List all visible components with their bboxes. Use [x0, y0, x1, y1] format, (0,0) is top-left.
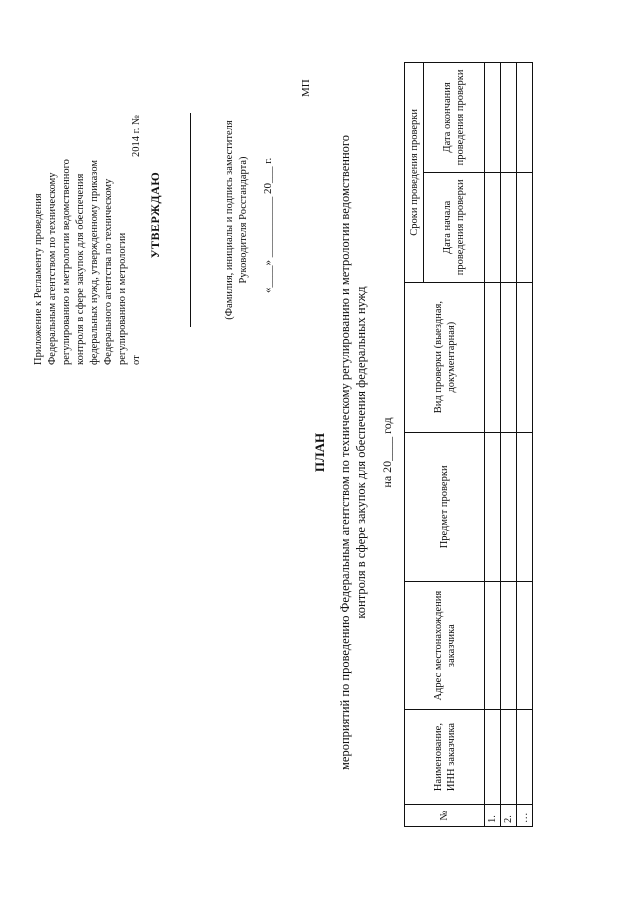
table-row [517, 63, 533, 827]
approval-line: регулированию и метрологии ведомственного [61, 159, 72, 365]
header-end-date: Дата окончания проведения проверки [424, 63, 485, 173]
header-num: № [405, 805, 485, 827]
header-start-date: Дата начала проведения проверки [424, 172, 485, 282]
row-number: 2. [501, 805, 517, 827]
approval-date-no: 2014 г. № [131, 115, 142, 158]
plan-title: ПЛАН [312, 432, 327, 473]
signature-caption [223, 95, 251, 345]
plan-subtitle-line: контроля в сфере закупок для обеспечения федеральных нужд [354, 286, 368, 619]
plan-subtitle-line: мероприятий по проведению Федеральным агентством по техническому регулированию и метрологии ведомственного [338, 135, 352, 770]
header-customer-name: Наименование, ИНН заказчика [405, 710, 485, 805]
approval-line: федеральных нужд, утвержденному приказом [89, 159, 100, 365]
approval-date-line [130, 55, 144, 365]
table-cell [485, 282, 501, 432]
table-cell [501, 282, 517, 432]
table-cell [485, 582, 501, 710]
table-cell [517, 63, 533, 173]
plan-year: на 20____ год [380, 417, 394, 488]
table-cell [485, 172, 501, 282]
table-cell [485, 710, 501, 805]
approval-line: Федерального агентства по техническому [103, 178, 114, 365]
header-inspection-terms: Сроки проведения проверки [405, 63, 424, 283]
approve-heading: УТВЕРЖДАЮ [148, 171, 162, 259]
table-cell [501, 710, 517, 805]
approval-line: Приложение к Регламенту проведения [33, 193, 44, 365]
table-cell [517, 432, 533, 582]
table-row [501, 63, 517, 827]
table-cell [517, 172, 533, 282]
plan-subtitle [337, 40, 369, 865]
table-cell [485, 432, 501, 582]
approval-line: регулированию и метрологии [117, 232, 128, 365]
approval-line: контроля в сфере закупок для обеспечения [75, 173, 86, 365]
plan-table [404, 62, 533, 827]
approval-date-field: «____» ___________ 20___ г. [262, 157, 274, 293]
table-cell [517, 582, 533, 710]
signature-line [190, 113, 191, 327]
table-cell [517, 282, 533, 432]
signature-caption-line: Руководителя Росстандарта) [238, 156, 249, 284]
table-cell [501, 172, 517, 282]
table-cell [501, 63, 517, 173]
row-number: 1. [485, 805, 501, 827]
table-cell [501, 582, 517, 710]
table-row [485, 63, 501, 827]
table-cell [485, 63, 501, 173]
header-inspection-subject: Предмет проверки [405, 432, 485, 582]
approval-block [32, 55, 144, 365]
table-header-row [405, 63, 424, 827]
table-cell [517, 710, 533, 805]
signature-caption-line: (Фамилия, инициалы и подпись заместителя [224, 120, 235, 320]
row-number: … [517, 805, 533, 827]
header-customer-address: Адрес местонахождения заказчика [405, 582, 485, 710]
seal-place-label: МП [300, 79, 312, 97]
approval-from: от [131, 355, 142, 365]
header-inspection-type: Вид проверки (выездная, документарная) [405, 282, 485, 432]
table-cell [501, 432, 517, 582]
approval-line: Федеральным агентством по техническому [47, 172, 58, 365]
